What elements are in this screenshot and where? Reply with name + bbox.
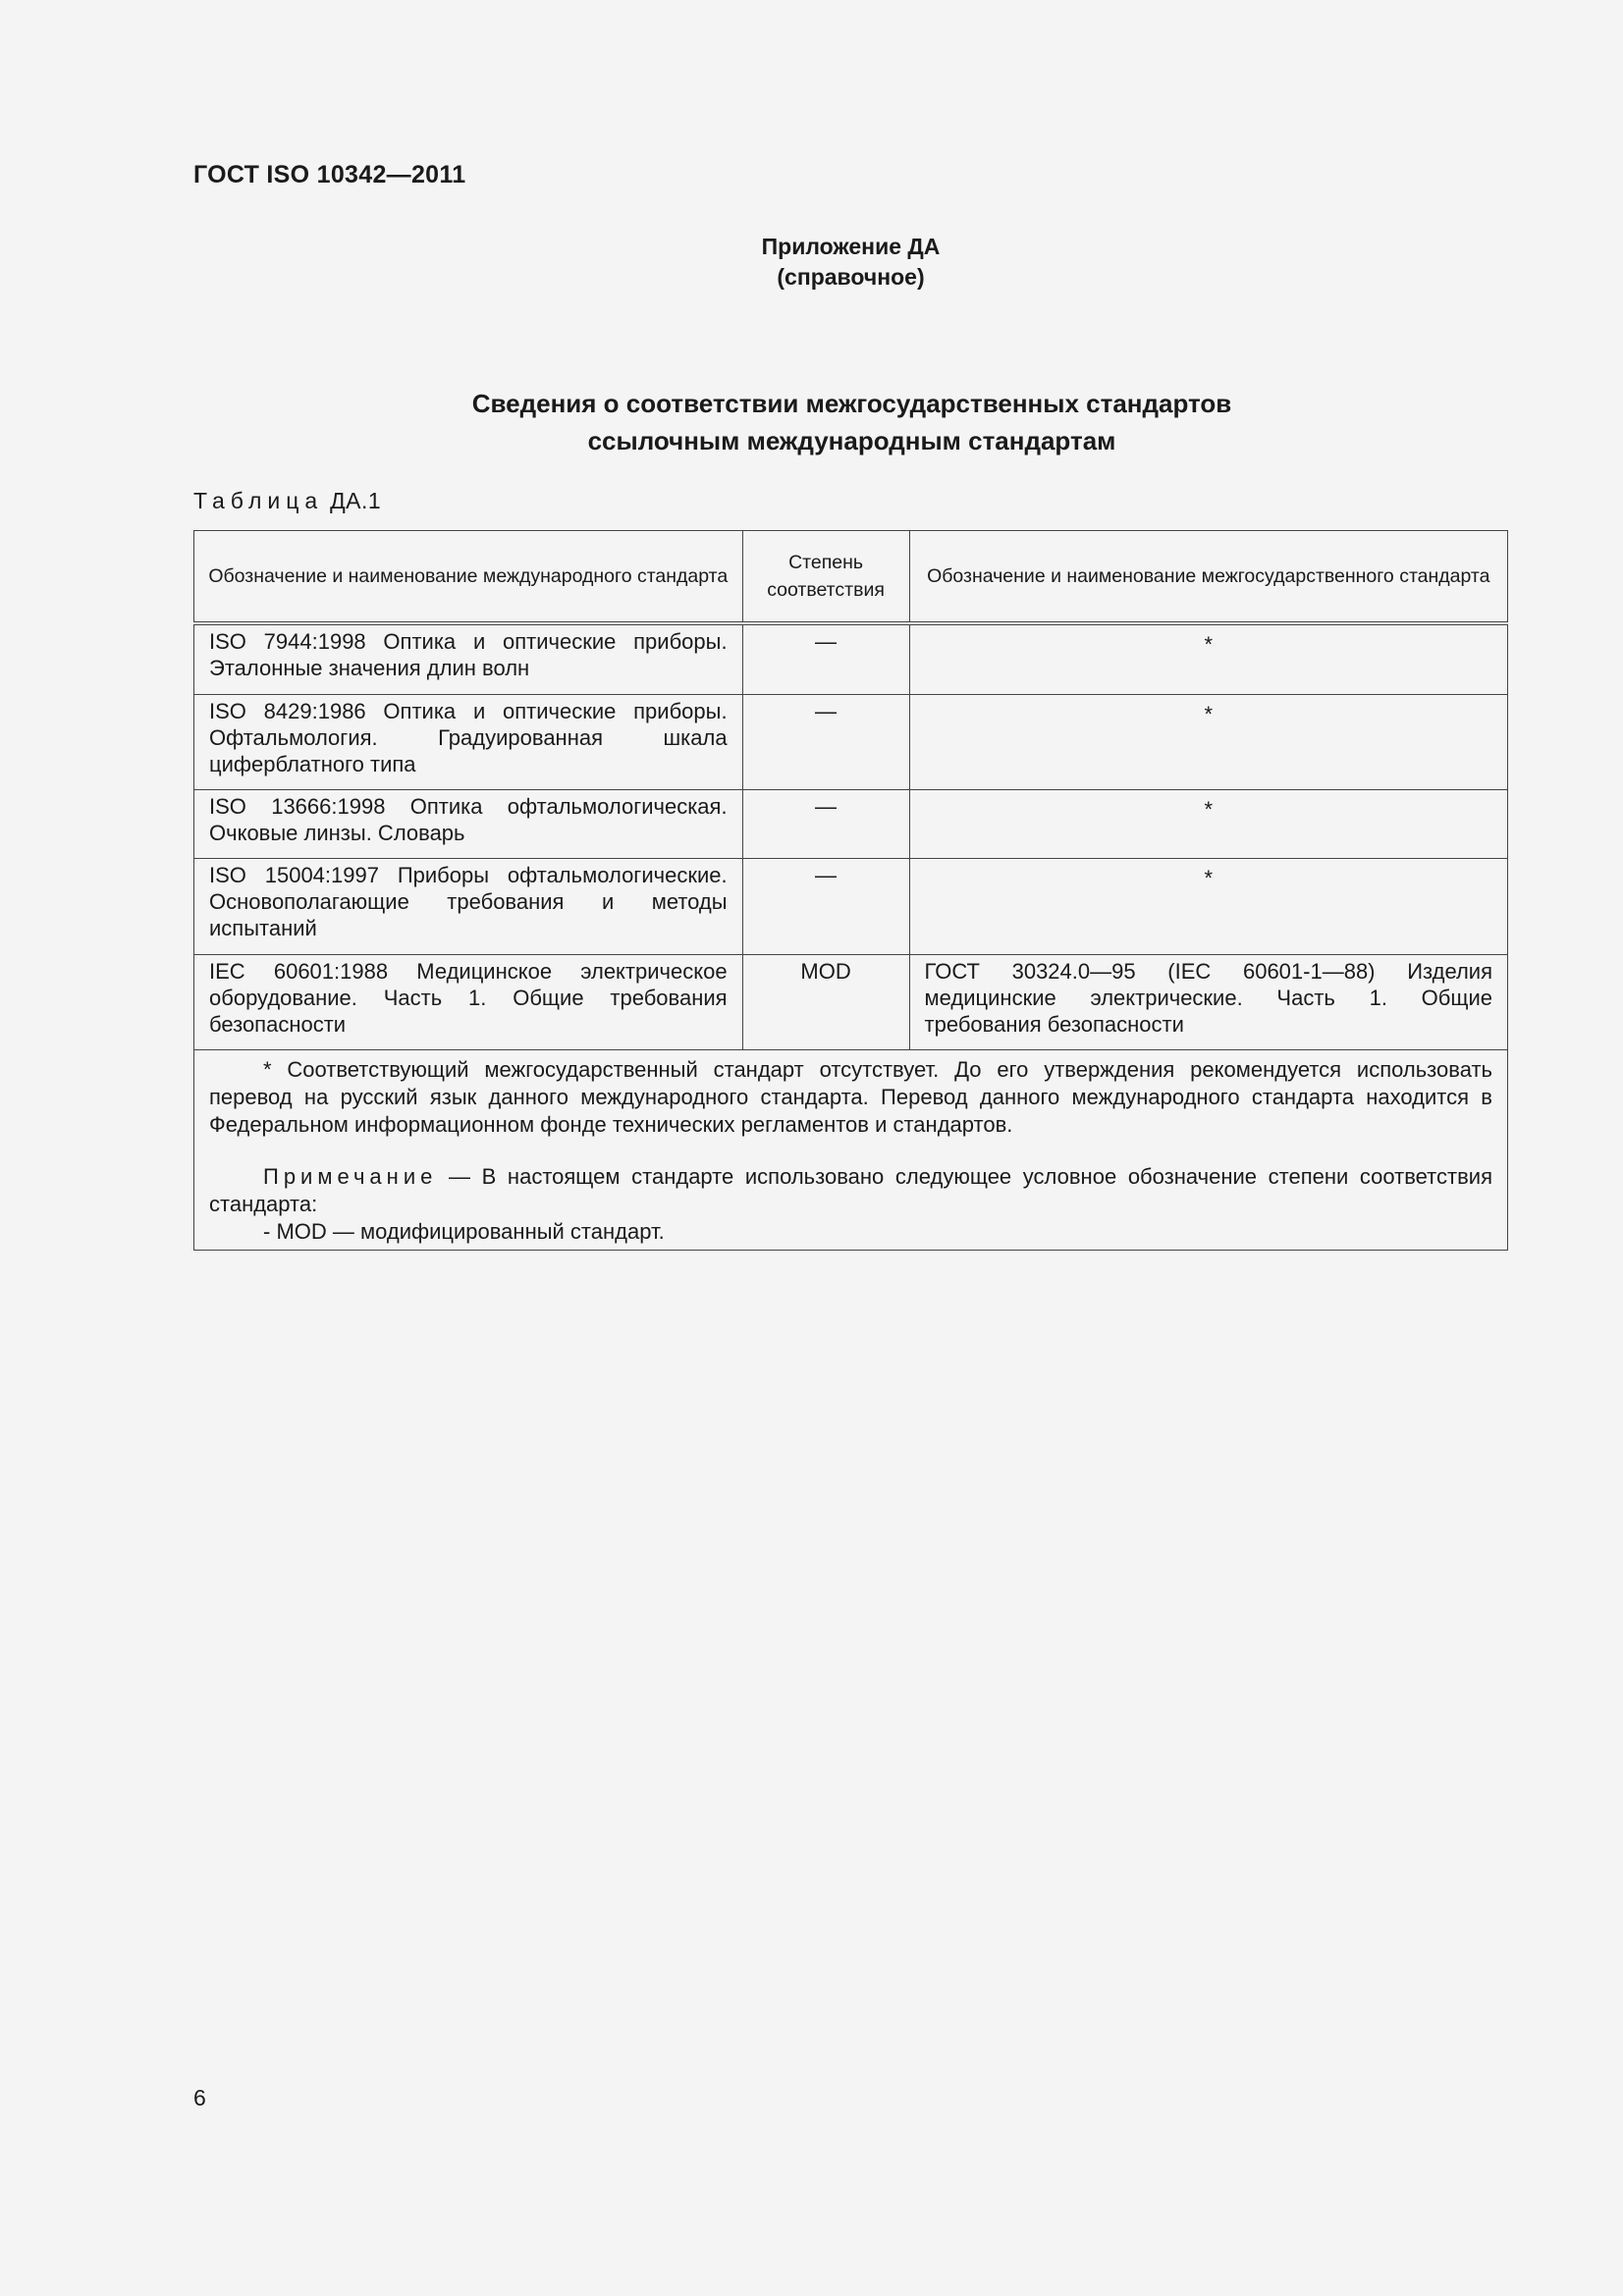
international-standard-cell: ISO 15004:1997 Приборы офтальмологические. Основополагающие требования и методы испытаний [194, 858, 743, 954]
page-number: 6 [193, 2085, 206, 2110]
table-footnote: * Соответствующий межгосударственный стандарт отсутствует. До его утверждения рекомендуется использовать перевод на русский язык данного международного стандарта. Перевод данного международного стандарта находится в Федеральном информационном фонде технических регламентов и стандартов. [209, 1056, 1492, 1137]
section-title [295, 385, 1409, 459]
column-header-degree: Степень соответствия [742, 531, 909, 624]
interstate-standard-cell: * [909, 789, 1507, 858]
table-row [194, 858, 1508, 954]
correspondence-table [193, 530, 1508, 1251]
column-header-international: Обозначение и наименование международного стандарта [194, 531, 743, 624]
table-notes-row [194, 1049, 1508, 1250]
table-note [209, 1163, 1492, 1218]
table-row [194, 789, 1508, 858]
section-title-line-2: ссылочным международным стандартам [587, 426, 1116, 455]
note-text: — В настоящем стандарте использовано следующее условное обозначение степени соответствия стандарта: [209, 1163, 1492, 1216]
note-item: - MOD — модифицированный стандарт. [263, 1218, 665, 1244]
document-header: ГОСТ ISO 10342—2011 [193, 161, 466, 188]
appendix-subtitle: (справочное) [777, 264, 925, 290]
degree-cell: — [742, 789, 909, 858]
table-header-row [194, 531, 1508, 624]
column-header-interstate: Обозначение и наименование межгосударственного стандарта [909, 531, 1507, 624]
international-standard-cell: IEC 60601:1988 Медицинское электрическое оборудование. Часть 1. Общие требования безопасности [194, 954, 743, 1049]
note-label: Примечание [263, 1163, 438, 1189]
table-label [193, 488, 381, 514]
degree-cell: — [742, 858, 909, 954]
international-standard-cell: ISO 7944:1998 Оптика и оптические приборы. Эталонные значения длин волн [194, 623, 743, 694]
section-title-line-1: Сведения о соответствии межгосударственных стандартов [471, 389, 1232, 418]
interstate-standard-cell: * [909, 858, 1507, 954]
degree-cell: — [742, 623, 909, 694]
appendix-heading [589, 232, 1112, 293]
degree-cell: MOD [742, 954, 909, 1049]
interstate-standard-cell: * [909, 623, 1507, 694]
international-standard-cell: ISO 13666:1998 Оптика офтальмологическая. Очковые линзы. Словарь [194, 789, 743, 858]
table-row [194, 954, 1508, 1049]
interstate-standard-cell: * [909, 694, 1507, 789]
appendix-title: Приложение ДА [761, 234, 941, 259]
table-row [194, 623, 1508, 694]
table-row [194, 694, 1508, 789]
degree-cell: — [742, 694, 909, 789]
table-label-number: ДА.1 [330, 488, 382, 513]
international-standard-cell: ISO 8429:1986 Оптика и оптические приборы. Офтальмология. Градуированная шкала циферблатного типа [194, 694, 743, 789]
table-notes-cell [194, 1049, 1508, 1250]
table-label-word: Таблица [193, 488, 324, 513]
interstate-standard-cell: ГОСТ 30324.0—95 (IEC 60601-1—88) Изделия медицинские электрические. Часть 1. Общие требования безопасности [909, 954, 1507, 1049]
